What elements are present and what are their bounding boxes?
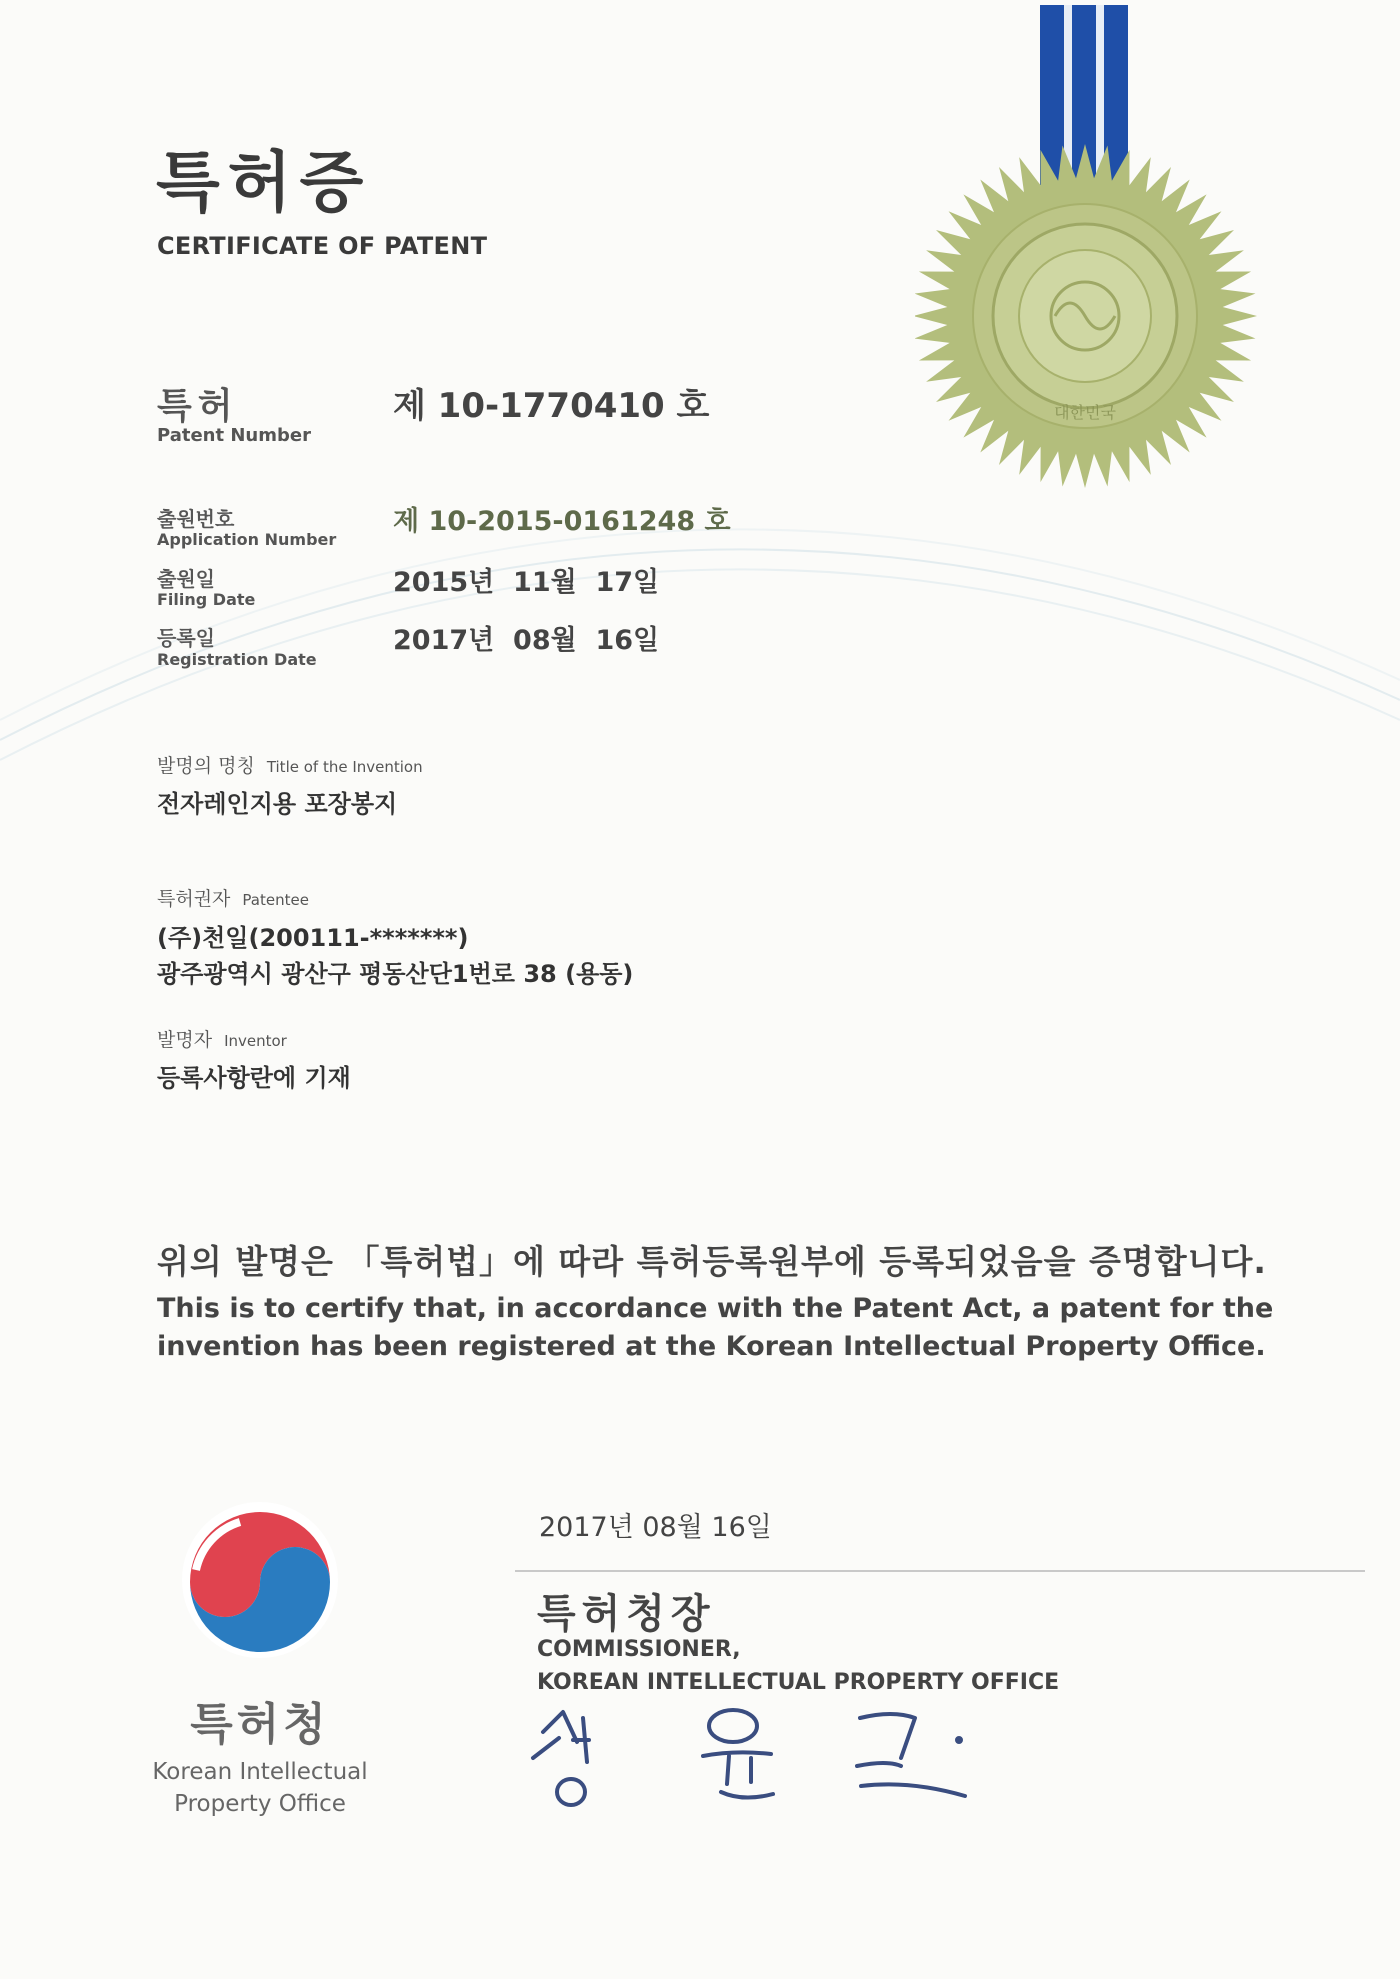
patent-number-label: 특허 [157, 386, 239, 427]
patentee-label-ko: 특허권자 [157, 888, 231, 910]
commissioner-title-en-line2: KOREAN INTELLECTUAL PROPERTY OFFICE [537, 1670, 1060, 1695]
filing-date-label-en: Filing Date [157, 590, 256, 609]
filing-date-label: 출원일 [157, 567, 215, 591]
application-number-value: 제 10-2015-0161248 호 [393, 506, 731, 537]
patentee-address: 광주광역시 광산구 평동산단1번로 38 (용동) [157, 960, 634, 988]
signature-divider [515, 1570, 1365, 1572]
certification-text-en: This is to certify that, in accordance with the Patent Act, a patent for the invention has been registered at the Korean Intellectual Property Office. [157, 1293, 1274, 1362]
filing-date-value: 2015년 11월 17일 [393, 567, 660, 598]
certificate-title-en: CERTIFICATE OF PATENT [157, 232, 488, 260]
inventor-label [157, 1025, 287, 1052]
patent-number-label-en: Patent Number [157, 425, 311, 446]
gold-seal-with-ribbon [915, 0, 1275, 500]
inventor-value: 등록사항란에 기재 [157, 1064, 351, 1092]
kipo-name-ko: 특허청 [190, 1699, 330, 1750]
certification-text-ko: 위의 발명은 「특허법」에 따라 특허등록원부에 등록되었음을 증명합니다. [157, 1242, 1267, 1281]
application-number-label: 출원번호 [157, 507, 235, 531]
commissioner-title-en-line1: COMMISSIONER, [537, 1637, 741, 1662]
registration-date-label-en: Registration Date [157, 650, 317, 669]
signature-date: 2017년 08월 16일 [539, 1512, 772, 1543]
kipo-name-en-line2: Property Office [174, 1791, 346, 1817]
invention-title-label [157, 751, 423, 778]
kipo-name-en-line1: Korean Intellectual [152, 1759, 368, 1785]
kipo-name-en [130, 1756, 390, 1820]
patentee-name: (주)천일(200111-*******) [157, 924, 469, 952]
invention-title-label-en: Title of the Invention [266, 758, 423, 776]
kipo-taegeuk-logo [180, 1500, 340, 1660]
application-number-label-en: Application Number [157, 530, 337, 549]
patentee-label-en: Patentee [242, 891, 309, 909]
registration-date-label: 등록일 [157, 626, 215, 650]
inventor-label-ko: 발명자 [157, 1029, 213, 1051]
patentee-label [157, 884, 309, 911]
inventor-label-en: Inventor [224, 1032, 287, 1050]
invention-title-label-ko: 발명의 명칭 [157, 755, 255, 777]
handwritten-signature [525, 1700, 985, 1820]
registration-date-value: 2017년 08월 16일 [393, 625, 660, 656]
invention-title-value: 전자레인지용 포장봉지 [157, 790, 398, 818]
commissioner-title-ko: 특허청장 [537, 1591, 716, 1637]
certificate-title: 특허증 [156, 144, 372, 221]
patent-number-value: 제 10-1770410 호 [393, 386, 710, 426]
seal-text: 대한민국 [1054, 403, 1116, 422]
